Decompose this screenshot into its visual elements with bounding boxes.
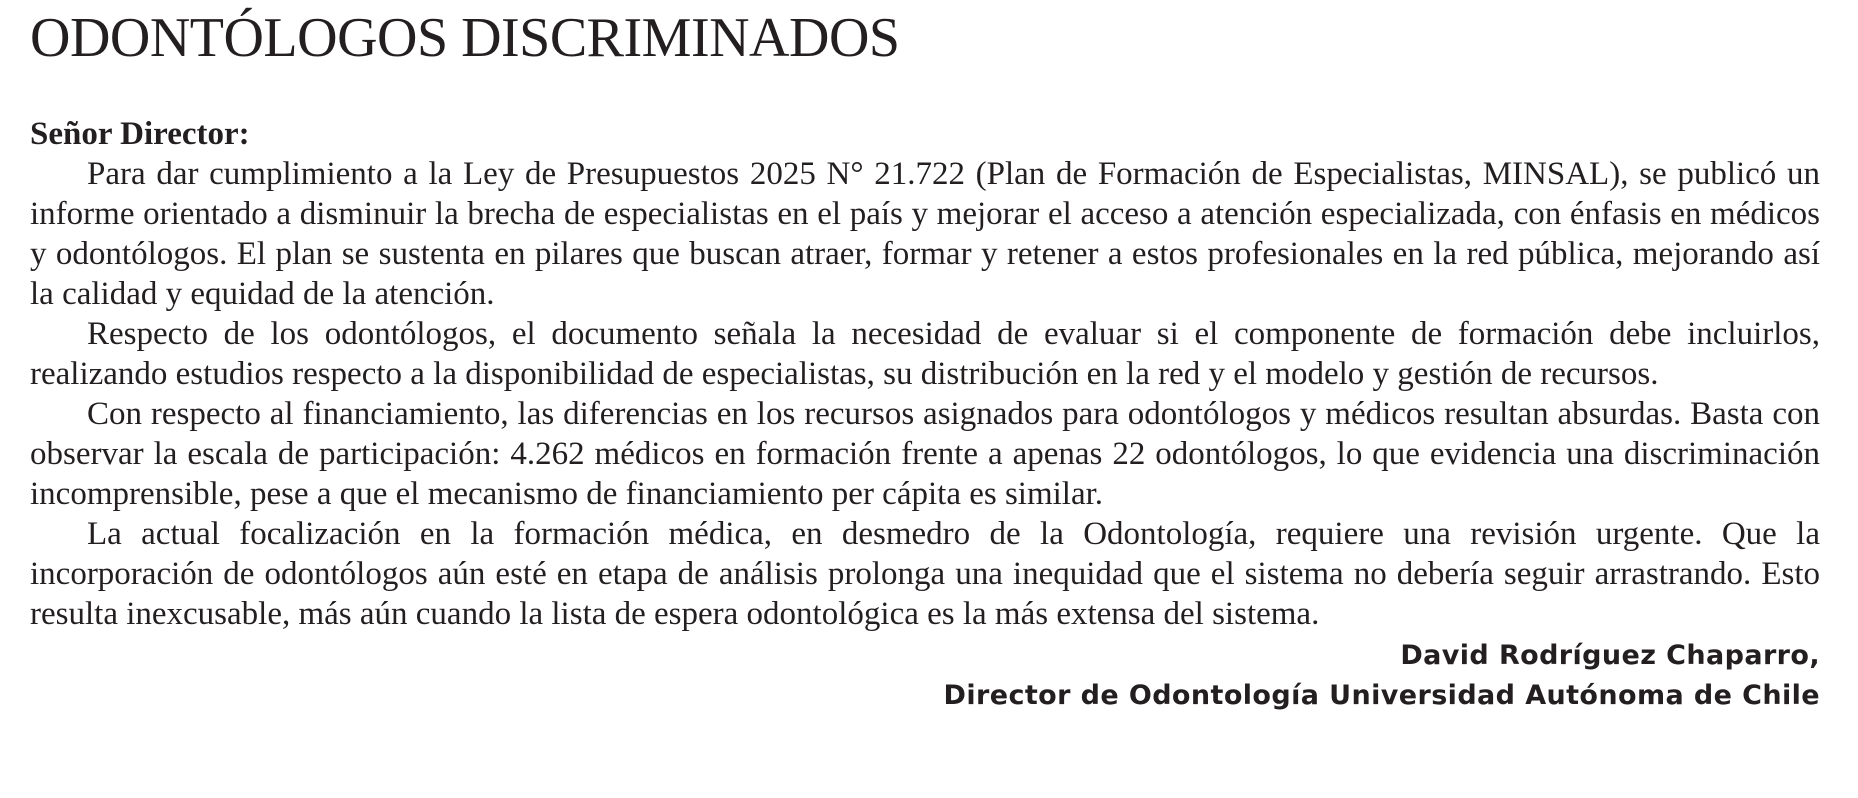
- paragraph-2: Respecto de los odontólogos, el documento señala la necesidad de evaluar si el componente de formación debe incluirlos, realizando estudios respecto a la disponibilidad de especialistas, su distribución en la red y el modelo y gestión de recursos.: [30, 316, 1820, 392]
- paragraph-1: Para dar cumplimiento a la Ley de Presupuestos 2025 N° 21.722 (Plan de Formación de Especialistas, MINSAL), se publicó un informe orientado a disminuir la brecha de especialistas en el país y mejorar el acceso a atención especializada, con énfasis en médicos y odontólogos. El plan se sustenta en pilares que buscan atraer, formar y retener a estos profesionales en la red pública, mejorando así la calidad y equidad de la atención.: [30, 156, 1820, 312]
- signature-title: Director de Odontología Universidad Autónoma de Chile: [943, 680, 1820, 711]
- paragraph-3: Con respecto al financiamiento, las diferencias en los recursos asignados para odontólogos y médicos resultan absurdas. Basta con observar la escala de participación: 4.262 médicos en formación frente a apenas 22 odontólogos, lo que evidencia una discriminación incomprensible, pese a que el mecanismo de financiamiento per cápita es similar.: [30, 396, 1820, 512]
- paragraph-4: La actual focalización en la formación médica, en desmedro de la Odontología, requiere una revisión urgente. Que la incorporación de odontólogos aún esté en etapa de análisis prolonga una inequidad que el sistema no debería seguir arrastrando. Esto resulta inexcusable, más aún cuando la lista de espera odontológica es la más extensa del sistema.: [30, 516, 1820, 632]
- letter-article: [30, 0, 1820, 798]
- headline: ODONTÓLOGOS DISCRIMINADOS: [30, 7, 900, 69]
- salutation: Señor Director:: [30, 116, 250, 152]
- signature-name: David Rodríguez Chaparro,: [1400, 640, 1820, 671]
- signature-block: [30, 636, 1820, 716]
